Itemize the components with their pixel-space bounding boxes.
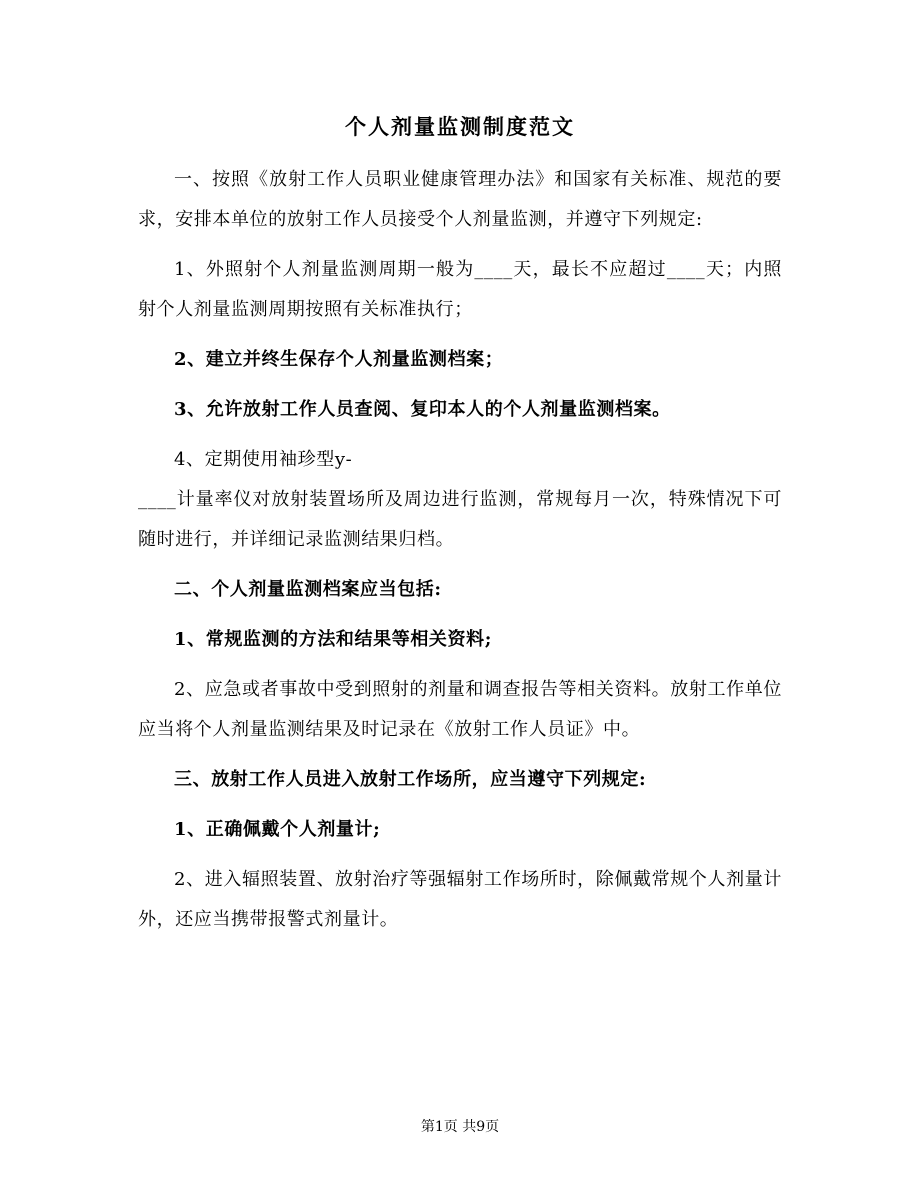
paragraph-item-1-external-dose: 1、外照射个人剂量监测周期一般为____天，最长不应超过____天；内照射个人剂量监测周期按照有关标准执行； [138, 259, 782, 320]
document-body [138, 160, 782, 950]
paragraph-item-4-meter: 4、定期使用袖珍型y- [174, 449, 353, 470]
paragraph-section-3-item-2: 2、进入辐照装置、放射治疗等强辐射工作场所时，除佩戴常规个人剂量计外，还应当携带报警式剂量计。 [138, 869, 782, 930]
paragraph-section-3-item-1: 1、正确佩戴个人剂量计; [174, 819, 381, 840]
paragraph-section-2-heading: 二、个人剂量监测档案应当包括: [174, 579, 442, 600]
paragraph-item-4-continued: ____计量率仪对放射装置场所及周边进行监测，常规每月一次，特殊情况下可随时进行，并详细记录监测结果归档。 [138, 489, 782, 550]
paragraph-section-2-item-2: 2、应急或者事故中受到照射的剂量和调查报告等相关资料。放射工作单位应当将个人剂量监测结果及时记录在《放射工作人员证》中。 [138, 679, 782, 740]
paragraph-section-2-item-1: 1、常规监测的方法和结果等相关资料; [174, 629, 492, 650]
page-number: 第1页 共9页 [420, 1119, 500, 1135]
paragraph-section-1-intro: 一、按照《放射工作人员职业健康管理办法》和国家有关标准、规范的要求，安排本单位的放射工作人员接受个人剂量监测，并遵守下列规定: [138, 169, 782, 230]
document-title: 个人剂量监测制度范文 [345, 114, 575, 139]
paragraph-item-2-archive: 2、建立并终生保存个人剂量监测档案； [174, 349, 504, 370]
paragraph-item-3-access: 3、允许放射工作人员查阅、复印本人的个人剂量监测档案。 [174, 399, 671, 420]
paragraph-section-3-heading: 三、放射工作人员进入放射工作场所，应当遵守下列规定: [174, 769, 647, 790]
